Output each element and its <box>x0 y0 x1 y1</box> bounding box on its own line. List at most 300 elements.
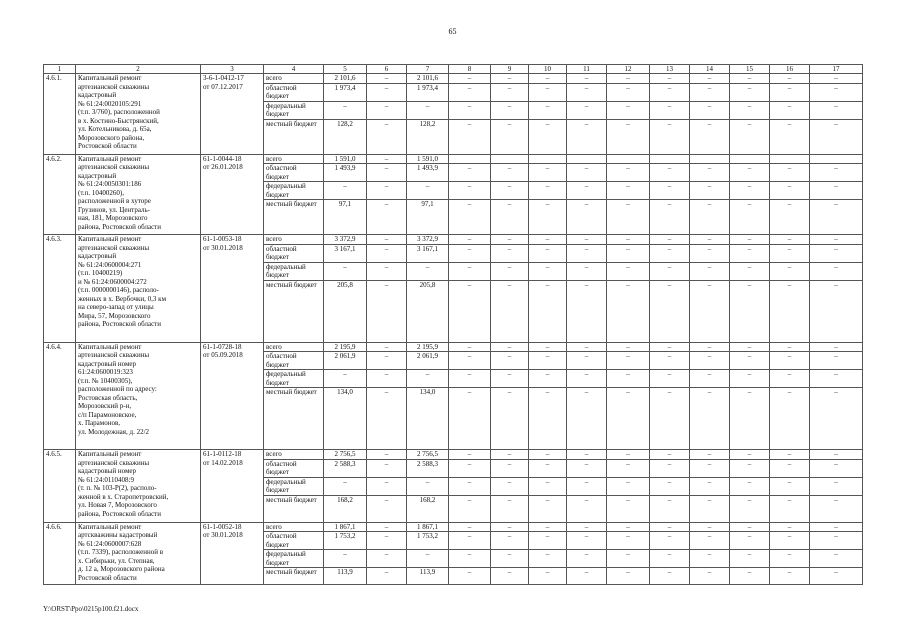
funding-source: местный бюджет <box>264 280 324 342</box>
value-cell: 3 167,1 <box>324 244 367 262</box>
value-cell: – <box>730 477 770 495</box>
value-cell: – <box>491 388 529 450</box>
value-cell: 1 867,1 <box>407 522 449 532</box>
value-cell: – <box>810 522 863 532</box>
value-cell: – <box>730 342 770 352</box>
value-cell: – <box>650 200 690 235</box>
value-cell: – <box>607 459 650 477</box>
value-cell: 1 493,9 <box>407 164 449 182</box>
value-cell <box>730 154 770 164</box>
value-cell: – <box>567 164 607 182</box>
value-cell: – <box>407 370 449 388</box>
value-cell: – <box>449 83 491 101</box>
value-cell: – <box>730 532 770 550</box>
funding-source: областной бюджет <box>264 83 324 101</box>
value-cell: – <box>810 388 863 450</box>
item-description: Капитальный ремонт артскважины кадастровый № 61:24:0600007:628 (т.п. 7339), расположенной в х. Сибирьки, ул. Степная, д. 12 а, Морозовского района Ростовской области <box>76 522 201 585</box>
value-cell: – <box>650 495 690 522</box>
value-cell: – <box>810 477 863 495</box>
value-cell: – <box>567 119 607 154</box>
value-cell: – <box>607 200 650 235</box>
value-cell: – <box>529 459 567 477</box>
value-cell: – <box>529 532 567 550</box>
value-cell: – <box>449 388 491 450</box>
value-cell <box>810 154 863 164</box>
value-cell: – <box>367 119 407 154</box>
value-cell: – <box>770 164 810 182</box>
value-cell: – <box>730 388 770 450</box>
value-cell: – <box>690 200 730 235</box>
value-cell: – <box>567 495 607 522</box>
value-cell: – <box>650 388 690 450</box>
item-document: 61-1-0728-18 от 05.09.2018 <box>201 342 264 450</box>
value-cell: – <box>449 495 491 522</box>
value-cell: – <box>367 182 407 200</box>
value-cell: – <box>367 101 407 119</box>
value-cell: – <box>367 235 407 245</box>
value-cell: – <box>690 388 730 450</box>
value-cell: – <box>491 83 529 101</box>
value-cell: – <box>529 280 567 342</box>
value-cell: – <box>770 74 810 84</box>
value-cell: – <box>491 342 529 352</box>
value-cell: – <box>730 280 770 342</box>
funding-source: всего <box>264 450 324 460</box>
value-cell: – <box>690 342 730 352</box>
value-cell: – <box>367 74 407 84</box>
value-cell: – <box>690 74 730 84</box>
value-cell: – <box>529 119 567 154</box>
value-cell: – <box>491 450 529 460</box>
value-cell: – <box>449 477 491 495</box>
value-cell: – <box>810 550 863 568</box>
value-cell: – <box>607 550 650 568</box>
value-cell: – <box>491 244 529 262</box>
value-cell: – <box>770 450 810 460</box>
value-cell: – <box>650 119 690 154</box>
value-cell: – <box>529 450 567 460</box>
value-cell: – <box>407 477 449 495</box>
value-cell: – <box>449 101 491 119</box>
funding-source: всего <box>264 154 324 164</box>
value-cell: – <box>367 352 407 370</box>
value-cell: – <box>491 200 529 235</box>
value-cell: 97,1 <box>324 200 367 235</box>
header-cell: 1 <box>44 65 76 74</box>
funding-source: всего <box>264 235 324 245</box>
value-cell: – <box>810 532 863 550</box>
value-cell: – <box>650 235 690 245</box>
value-cell: – <box>491 164 529 182</box>
value-cell: – <box>770 459 810 477</box>
item-number: 4.6.2. <box>44 154 76 235</box>
value-cell: – <box>690 522 730 532</box>
value-cell: – <box>407 101 449 119</box>
header-cell: 13 <box>650 65 690 74</box>
value-cell: – <box>491 550 529 568</box>
value-cell: – <box>529 182 567 200</box>
value-cell: 1 867,1 <box>324 522 367 532</box>
value-cell: – <box>607 450 650 460</box>
value-cell: – <box>810 370 863 388</box>
value-cell: – <box>449 370 491 388</box>
value-cell: – <box>730 244 770 262</box>
file-path-footer: Y:\ORST\Ppo\0215p100.f21.docx <box>43 605 139 613</box>
funding-source: местный бюджет <box>264 568 324 585</box>
value-cell: – <box>690 101 730 119</box>
value-cell: – <box>730 83 770 101</box>
value-cell: – <box>810 280 863 342</box>
value-cell: – <box>567 568 607 585</box>
value-cell: – <box>770 83 810 101</box>
value-cell: 1 973,4 <box>324 83 367 101</box>
value-cell: – <box>810 74 863 84</box>
value-cell: – <box>529 568 567 585</box>
value-cell: – <box>770 370 810 388</box>
value-cell: – <box>567 370 607 388</box>
value-cell: – <box>730 74 770 84</box>
value-cell: – <box>690 477 730 495</box>
value-cell: – <box>607 388 650 450</box>
value-cell <box>449 154 491 164</box>
value-cell: – <box>690 550 730 568</box>
table-row <box>44 342 863 352</box>
value-cell: – <box>690 235 730 245</box>
value-cell: – <box>491 532 529 550</box>
value-cell: – <box>607 532 650 550</box>
header-cell: 9 <box>491 65 529 74</box>
value-cell <box>650 154 690 164</box>
page-number: 65 <box>448 27 457 36</box>
value-cell: – <box>449 182 491 200</box>
value-cell: – <box>690 568 730 585</box>
value-cell: – <box>529 235 567 245</box>
value-cell: – <box>449 459 491 477</box>
value-cell: – <box>650 568 690 585</box>
value-cell: – <box>607 280 650 342</box>
value-cell <box>607 154 650 164</box>
funding-source: областной бюджет <box>264 532 324 550</box>
value-cell: – <box>810 182 863 200</box>
value-cell: – <box>567 522 607 532</box>
value-cell: – <box>770 388 810 450</box>
header-cell: 16 <box>770 65 810 74</box>
item-description: Капитальный ремонт артезианской скважины кадастровый № 61:24:0600004:271 (т.п. 10400219) и № 61:24:0600004:272 (т.п. 0000000146), располо- женных в х. Вербочки, 0,3 км на северо-запад от улицы Мира, 57, Морозовского района, Ростовской области <box>76 235 201 343</box>
value-cell: – <box>650 182 690 200</box>
value-cell: 128,2 <box>407 119 449 154</box>
funding-source: федеральный бюджет <box>264 262 324 280</box>
value-cell: – <box>491 522 529 532</box>
value-cell: – <box>650 450 690 460</box>
value-cell: – <box>449 342 491 352</box>
funding-source: областной бюджет <box>264 244 324 262</box>
value-cell: – <box>449 280 491 342</box>
value-cell: – <box>770 280 810 342</box>
value-cell: – <box>607 522 650 532</box>
value-cell: – <box>529 342 567 352</box>
value-cell: – <box>449 164 491 182</box>
value-cell: – <box>730 495 770 522</box>
value-cell: – <box>491 182 529 200</box>
value-cell: – <box>367 388 407 450</box>
value-cell: – <box>690 164 730 182</box>
value-cell: – <box>650 477 690 495</box>
value-cell: – <box>449 262 491 280</box>
value-cell: – <box>650 83 690 101</box>
value-cell: – <box>491 459 529 477</box>
value-cell: – <box>529 101 567 119</box>
value-cell: – <box>730 568 770 585</box>
value-cell: – <box>650 262 690 280</box>
value-cell: – <box>407 550 449 568</box>
value-cell: – <box>810 352 863 370</box>
value-cell: – <box>449 450 491 460</box>
value-cell: – <box>367 244 407 262</box>
value-cell: – <box>367 522 407 532</box>
value-cell: – <box>367 459 407 477</box>
value-cell: – <box>650 101 690 119</box>
value-cell: – <box>730 550 770 568</box>
value-cell: – <box>690 244 730 262</box>
value-cell: – <box>567 262 607 280</box>
item-document: 61-1-0044-18 от 26.01.2018 <box>201 154 264 235</box>
header-cell: 5 <box>324 65 367 74</box>
value-cell: – <box>449 532 491 550</box>
value-cell: – <box>650 459 690 477</box>
value-cell: – <box>607 262 650 280</box>
funding-source: всего <box>264 74 324 84</box>
value-cell: 1 591,0 <box>324 154 367 164</box>
value-cell: – <box>449 235 491 245</box>
value-cell: 3 372,9 <box>324 235 367 245</box>
value-cell: 1 753,2 <box>407 532 449 550</box>
value-cell: – <box>770 200 810 235</box>
value-cell <box>529 154 567 164</box>
value-cell: – <box>367 495 407 522</box>
value-cell: – <box>491 477 529 495</box>
value-cell: – <box>730 522 770 532</box>
header-row <box>44 65 863 74</box>
value-cell: – <box>730 182 770 200</box>
value-cell: 2 195,9 <box>324 342 367 352</box>
value-cell: – <box>810 262 863 280</box>
value-cell: – <box>770 262 810 280</box>
value-cell: – <box>730 262 770 280</box>
funding-source: областной бюджет <box>264 352 324 370</box>
funding-source: местный бюджет <box>264 200 324 235</box>
funding-source: местный бюджет <box>264 119 324 154</box>
value-cell: – <box>567 101 607 119</box>
value-cell: – <box>770 101 810 119</box>
value-cell: – <box>690 532 730 550</box>
value-cell: – <box>529 370 567 388</box>
value-cell: – <box>650 532 690 550</box>
value-cell: – <box>810 342 863 352</box>
value-cell: – <box>529 352 567 370</box>
value-cell: – <box>449 200 491 235</box>
item-number: 4.6.4. <box>44 342 76 450</box>
value-cell: – <box>367 532 407 550</box>
item-description: Капитальный ремонт артезианской скважины кадастровый № 61:24:0050301:186 (т.п. 10400260), расположенной в хуторе Грузинов, ул. Централь- ная, 181, Морозовского района, Ростовской области <box>76 154 201 235</box>
value-cell: – <box>567 450 607 460</box>
value-cell: 168,2 <box>407 495 449 522</box>
value-cell: 97,1 <box>407 200 449 235</box>
value-cell: – <box>690 352 730 370</box>
value-cell: – <box>810 164 863 182</box>
value-cell: – <box>730 235 770 245</box>
value-cell: – <box>567 83 607 101</box>
value-cell: – <box>491 74 529 84</box>
value-cell: – <box>607 164 650 182</box>
value-cell: – <box>690 450 730 460</box>
value-cell: – <box>810 459 863 477</box>
value-cell: – <box>567 280 607 342</box>
value-cell: – <box>770 352 810 370</box>
value-cell: – <box>770 522 810 532</box>
value-cell: 2 061,9 <box>407 352 449 370</box>
value-cell: – <box>567 388 607 450</box>
value-cell: – <box>810 200 863 235</box>
header-cell: 4 <box>264 65 324 74</box>
value-cell: 2 195,9 <box>407 342 449 352</box>
value-cell: – <box>770 532 810 550</box>
value-cell: – <box>529 164 567 182</box>
value-cell: – <box>367 370 407 388</box>
value-cell: – <box>567 74 607 84</box>
value-cell: – <box>529 244 567 262</box>
value-cell: – <box>730 164 770 182</box>
value-cell: – <box>449 550 491 568</box>
value-cell: – <box>810 450 863 460</box>
value-cell: 2 756,5 <box>407 450 449 460</box>
value-cell: – <box>324 477 367 495</box>
item-description: Капитальный ремонт артезианской скважины кадастровый № 61:24:0020105:291 (т.п. 3/760), расположенной в х. Костино-Быстрянский, ул. Котельникова, д. 65а, Морозовского района, Ростовской области <box>76 74 201 155</box>
value-cell: – <box>730 450 770 460</box>
value-cell: – <box>810 244 863 262</box>
value-cell: – <box>770 235 810 245</box>
funding-source: всего <box>264 342 324 352</box>
value-cell: – <box>567 550 607 568</box>
item-description: Капитальный ремонт артезианской скважины кадастровый номер № 61:24:0110408:9 (т. п. № 103-Р(2), располо- женной в х. Старопетровский, ул. Новая 7, Морозовского района, Ростовской области <box>76 450 201 523</box>
value-cell: – <box>650 342 690 352</box>
value-cell: – <box>607 101 650 119</box>
value-cell: 2 101,6 <box>324 74 367 84</box>
value-cell: – <box>690 182 730 200</box>
value-cell: – <box>367 342 407 352</box>
table-row <box>44 154 863 164</box>
value-cell: – <box>491 352 529 370</box>
value-cell: – <box>491 119 529 154</box>
value-cell: – <box>690 119 730 154</box>
value-cell: – <box>810 101 863 119</box>
value-cell: – <box>324 262 367 280</box>
item-document: 3-6-1-0412-17 от 07.12.2017 <box>201 74 264 155</box>
item-number: 4.6.6. <box>44 522 76 585</box>
value-cell: 2 061,9 <box>324 352 367 370</box>
value-cell: – <box>324 550 367 568</box>
value-cell: 134,0 <box>407 388 449 450</box>
value-cell: – <box>567 235 607 245</box>
funding-source: федеральный бюджет <box>264 182 324 200</box>
value-cell: – <box>567 200 607 235</box>
value-cell: – <box>567 477 607 495</box>
value-cell: – <box>650 522 690 532</box>
item-number: 4.6.1. <box>44 74 76 155</box>
value-cell: – <box>491 101 529 119</box>
funding-source: местный бюджет <box>264 495 324 522</box>
header-cell: 8 <box>449 65 491 74</box>
value-cell: 168,2 <box>324 495 367 522</box>
value-cell: – <box>367 200 407 235</box>
value-cell: 1 493,9 <box>324 164 367 182</box>
value-cell: – <box>367 568 407 585</box>
value-cell: 1 973,4 <box>407 83 449 101</box>
value-cell: – <box>491 495 529 522</box>
value-cell: 1 591,0 <box>407 154 449 164</box>
value-cell: – <box>650 550 690 568</box>
value-cell: – <box>449 352 491 370</box>
value-cell: – <box>770 550 810 568</box>
value-cell: – <box>607 352 650 370</box>
value-cell: – <box>367 164 407 182</box>
value-cell: – <box>650 164 690 182</box>
value-cell: – <box>730 101 770 119</box>
value-cell: – <box>607 74 650 84</box>
funding-source: федеральный бюджет <box>264 477 324 495</box>
value-cell: 3 372,9 <box>407 235 449 245</box>
item-document: 61-1-0053-18 от 30.01.2018 <box>201 235 264 343</box>
value-cell: – <box>529 74 567 84</box>
value-cell: – <box>650 244 690 262</box>
value-cell: – <box>810 235 863 245</box>
table-row <box>44 235 863 245</box>
budget-table <box>43 64 863 585</box>
table-row <box>44 522 863 532</box>
value-cell: – <box>529 550 567 568</box>
value-cell: – <box>529 262 567 280</box>
value-cell: – <box>770 568 810 585</box>
value-cell: – <box>607 568 650 585</box>
value-cell: – <box>449 568 491 585</box>
table-row <box>44 450 863 460</box>
header-cell: 17 <box>810 65 863 74</box>
value-cell: – <box>324 370 367 388</box>
value-cell: – <box>650 280 690 342</box>
funding-source: областной бюджет <box>264 164 324 182</box>
value-cell: – <box>449 74 491 84</box>
funding-source: всего <box>264 522 324 532</box>
value-cell: – <box>491 262 529 280</box>
value-cell: 3 167,1 <box>407 244 449 262</box>
value-cell: – <box>607 235 650 245</box>
value-cell: – <box>770 342 810 352</box>
value-cell: – <box>567 244 607 262</box>
value-cell: – <box>607 244 650 262</box>
value-cell: – <box>529 83 567 101</box>
value-cell: 205,8 <box>324 280 367 342</box>
value-cell: 205,8 <box>407 280 449 342</box>
value-cell: – <box>491 280 529 342</box>
header-cell: 3 <box>201 65 264 74</box>
value-cell: – <box>770 244 810 262</box>
value-cell <box>690 154 730 164</box>
value-cell: – <box>690 459 730 477</box>
table-body <box>44 65 863 585</box>
value-cell: 128,2 <box>324 119 367 154</box>
value-cell: – <box>367 154 407 164</box>
value-cell: – <box>607 370 650 388</box>
item-number: 4.6.3. <box>44 235 76 343</box>
